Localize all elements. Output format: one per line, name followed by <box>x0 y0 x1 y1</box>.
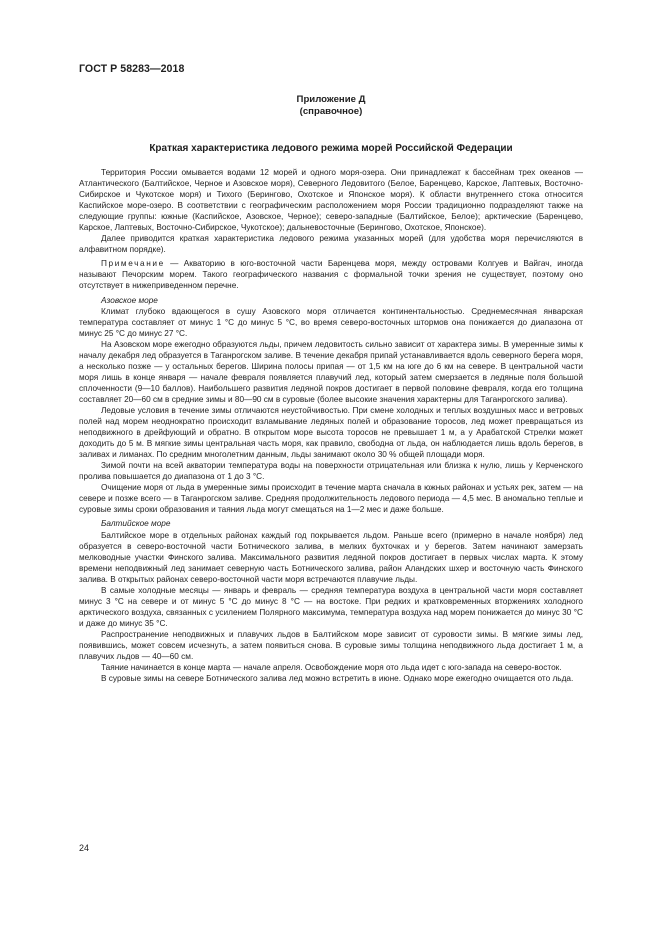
section-title: Краткая характеристика ледового режима морей Российской Федерации <box>149 143 513 154</box>
paragraph-baltic-5: В суровые зимы на севере Ботнического залива лед можно встретить в июне. Однако море ежегодно очищается ото льда. <box>101 674 574 684</box>
paragraph-intro-2: Далее приводится краткая характеристика ледового режима указанных морей (для удобства моря перечисляются в алфавитном порядке). <box>79 234 583 255</box>
paragraph-baltic-4: Таяние начинается в конце марта — начале апреля. Освобождение моря ото льда идет с юго-запада на северо-восток. <box>101 663 562 673</box>
paragraph-baltic-3: Распространение неподвижных и плавучих льдов в Балтийском море зависит от суровости зимы. В мягкие зимы лед, появившись, может совсем исчезнуть, а затем появиться снова. В суровые зимы толщина неподвижного льда достигает 1 м, а плавучих льдов — 40—60 см. <box>79 629 583 662</box>
paragraph-azov-1: Климат глубоко вдающегося в сушу Азовского моря отличается континентальностью. Среднемесячная январская температура составляет от минус 1 °С до минус 5 °С, во время северо-восточных штормов она понижается до диапазона от минус 25 °С до минус 27 °С. <box>79 306 583 338</box>
subheading-azov: Азовское море <box>101 295 158 305</box>
annex-title: Приложение Д <box>296 94 366 105</box>
note-label: Примечание <box>101 259 165 269</box>
paragraph-baltic-1: Балтийское море в отдельных районах каждый год покрывается льдом. Раньше всего (примерно в начале ноября) лед образуется в северо-восточной части Ботнического залива, в мелких бухточках и у берегов. Затем начинают замерзать мелководные участки Финского залива. Максимального развития ледяной покров достигает в первых числах марта. К этому времени неподвижный лед занимает северную часть Ботнического залива, район Аландских шхер и восточную часть Финского залива. В открытых районах северо-восточной части моря встречаются плавучие льды. <box>79 530 583 584</box>
paragraph-azov-3: Ледовые условия в течение зимы отличаются неустойчивостью. При смене холодных и теплых воздушных масс и ветровых полей над морем неоднократно происходит взламывание ледяных полей и образование торосов, лед может превращаться из неподвижного в дрейфующий и обратно. В открытом море высота торосов не превышает 1 м, а у Арабатской Стрелки может доходить до 5 м. В мягкие зимы центральная часть моря, как правило, свободна от льда, он наблюдается лишь вдоль берегов, в заливах и лиманах. По средним многолетним данным, льды занимают около 30 % общей площади моря. <box>79 405 583 460</box>
paragraph-baltic-2: В самые холодные месяцы — январь и февраль — средняя температура воздуха в центральной части моря составляет минус 3 °С на севере и от минус 5 °С до минус 8 °С — на востоке. При редких и кратковременных вторжениях холодного арктического воздуха, связанных с усилением Полярного максимума, температура воздуха над морем понижается до минус 30 °С и даже до минус 35 °С. <box>79 585 583 628</box>
note-text: — Акваторию в юго-восточной части Баренцева моря, между островами Колгуев и Вайгач, иногда называют Печорским морем. Такого географического названия с формальной точки зрения не существует, поэтому оно отсутствует в нижеприведенном перечне. <box>79 259 583 291</box>
document-body <box>79 167 583 684</box>
subheading-baltic: Балтийское море <box>101 519 171 529</box>
paragraph-intro: Территория России омывается водами 12 морей и одного моря-озера. Они принадлежат к бассейнам трех океанов — Атлантического (Балтийское, Черное и Азовское моря), Северного Ледовитого (Белое, Баренцево, Карское, Лаптевых, Восточно-Сибирское и Чукотское моря) и Тихого (Берингово, Охотское и Японское моря). К области внутреннего стока относится Каспийское море-озеро. В соответствии с географическим расположением моря России традиционно подразделяют также на следующие группы: южные (Каспийское, Азовское, Черное); северо-западные (Балтийское, Белое); арктические (Баренцево, Карское, Лаптевых, Восточно-Сибирское, Чукотское); дальневосточные (Берингово, Охотское, Японское). <box>79 168 583 233</box>
annex-subtitle: (справочное) <box>299 106 363 117</box>
paragraph-azov-5: Очищение моря от льда в умеренные зимы происходит в течение марта сначала в южных районах и устьях рек, затем — на севере и позже всего — в Таганрогском заливе. Средняя продолжительность ледового периода — 4,5 мес. В аномально теплые и суровые зимы сроки образования и таяния льда могут смещаться на 1—2 мес и даже больше. <box>79 483 583 515</box>
page-number: 24 <box>79 843 90 853</box>
annex-heading <box>79 94 583 118</box>
paragraph-azov-4: Зимой почти на всей акватории температура воды на поверхности отрицательная или близка к нулю, лишь у Керченского пролива повышается до диапазона от 1 до 3 °С. <box>79 461 583 482</box>
document-header-id: ГОСТ Р 58283—2018 <box>79 63 185 75</box>
paragraph-azov-2: На Азовском море ежегодно образуются льды, причем ледовитость сильно зависит от характера зимы. В умеренные зимы к началу декабря лед образуется в Таганрогском заливе. В течение декабря припай устанавливается вдоль северного берега моря, а несколько позже — у остальных берегов. Ширина полосы припая — от 1,5 км на юге до 6 км на севере. В центральной части моря лишь в конце января — начале февраля появляется плавучий лед, который затем смерзается в ледяные поля большой сплоченности (9—10 баллов). Наибольшего развития ледяной покров достигает в первой половине февраля, когда его толщина составляет 20—60 см в средние зимы и 80—90 см в суровые (более высокие значения характерны для Таганрогского залива). <box>79 339 583 404</box>
note-paragraph <box>79 258 583 291</box>
